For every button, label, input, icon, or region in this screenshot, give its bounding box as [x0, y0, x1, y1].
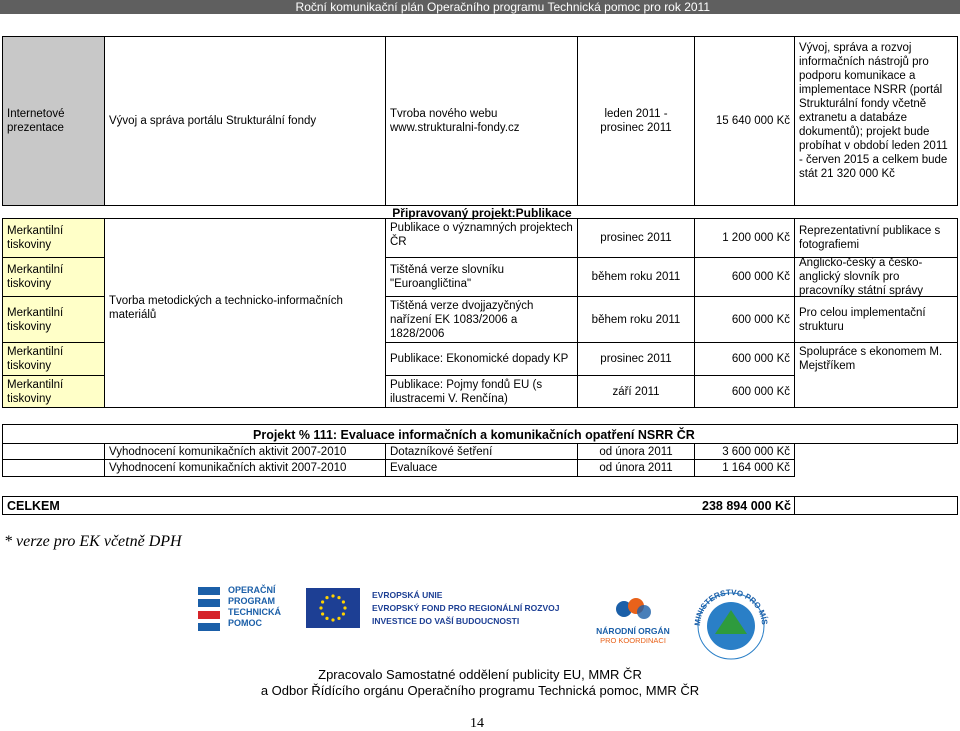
category-cell-m4	[2, 342, 105, 376]
amount-text: 1 164 000 Kč	[722, 462, 790, 474]
optp-line: POMOC	[228, 618, 263, 628]
eu-line: EVROPSKÁ UNIE	[372, 590, 443, 600]
tool-cell-m5	[385, 375, 578, 408]
eu-flag-icon	[306, 588, 360, 628]
project-tool-cell-1	[385, 443, 578, 460]
mmr-logo	[688, 582, 774, 662]
note-text: Vývoj, správa a rozvoj informačních nástrojů pro podporu komunikace a implementace NSRR (portál Strukturální fondy včetně extranetu a databáze dokumentů); projekt bude probíhat v období leden 2011 - červen 2015 a celkem bude stát 21 320 000 Kč	[799, 42, 948, 180]
category-cell-m3	[2, 296, 105, 343]
project-activity-cell-2	[104, 459, 386, 477]
amount-text: 1 200 000 Kč	[722, 232, 790, 244]
optp-line: PROGRAM	[228, 596, 275, 606]
optp-logo	[196, 583, 288, 635]
note-text: Anglicko-český a česko-anglický slovník pro pracovníky státní správy	[799, 257, 923, 297]
note-cell-m1	[794, 218, 958, 258]
amount-text: 600 000 Kč	[731, 385, 790, 398]
amount-text: 3 600 000 Kč	[722, 445, 790, 458]
tool-text: Publikace: Ekonomické dopady KP	[390, 353, 569, 365]
project-date-cell-1	[577, 443, 695, 460]
tool-text: Tvroba nového webu www.strukturalni-fondy.cz	[390, 108, 520, 134]
total-row	[2, 496, 958, 515]
category-cell-m5	[2, 375, 105, 408]
amount-text: 600 000 Kč	[731, 271, 790, 283]
note-text: Pro celou implementační strukturu	[799, 306, 926, 333]
project-amount-cell-2	[694, 459, 795, 477]
amount-cell-m4	[694, 342, 795, 376]
credits	[0, 667, 960, 699]
eu-line: EVROPSKÝ FOND PRO REGIONÁLNÍ ROZVOJ	[372, 603, 560, 613]
activity-text: Tvorba metodických a technicko-informačních materiálů	[109, 295, 343, 321]
project-activity-cell-1	[104, 443, 386, 460]
prepared-project-label: Připravovaný projekt:Publikace	[392, 206, 572, 220]
amount-text: 600 000 Kč	[731, 313, 790, 326]
credits-line: a Odbor Řídícího orgánu Operačního programu Technická pomoc, MMR ČR	[260, 683, 700, 698]
date-cell-m2	[577, 257, 695, 297]
date-text: prosinec 2011	[600, 353, 672, 365]
date-text: prosinec 2011	[600, 232, 672, 244]
date-cell-m4	[577, 342, 695, 376]
page-number: 14	[470, 716, 484, 731]
activity-cell-portal	[104, 36, 386, 206]
project-tool-cell-2	[385, 459, 578, 477]
category-text: Merkantilní tiskoviny	[7, 264, 64, 290]
amount-cell-m1	[694, 218, 795, 258]
note-cell-r1	[794, 36, 958, 206]
amount-text: 15 640 000 Kč	[715, 115, 790, 127]
tool-cell-m1	[385, 218, 578, 258]
page-header	[0, 0, 960, 14]
tool-text: Evaluace	[390, 462, 438, 474]
tool-cell-m2	[385, 257, 578, 297]
note-cell-m3	[794, 296, 958, 343]
date-text: od února 2011	[599, 445, 673, 458]
nok-line: PRO KOORDINACI	[600, 636, 666, 645]
tool-cell-m4	[385, 342, 578, 376]
total-amount: 238 894 000 Kč	[702, 499, 791, 513]
note-cell-m4	[794, 342, 958, 408]
project-title: Projekt % 111: Evaluace informačních a komunikačních opatření NSRR ČR	[253, 428, 695, 442]
category-text: Internetové prezentace	[7, 108, 65, 134]
date-text: během roku 2011	[591, 313, 681, 326]
mmr-emblem-icon	[688, 582, 774, 662]
nok-line: NÁRODNÍ ORGÁN	[596, 626, 670, 636]
activity-cell-methodic	[104, 218, 386, 408]
project-cat-cell-2	[2, 459, 105, 477]
category-cell-internet	[2, 36, 105, 206]
mmr-arc-text: MINISTERSTVO PRO MÍS	[692, 587, 770, 627]
amount-cell-r1	[694, 36, 795, 206]
optp-line: TECHNICKÁ	[228, 607, 281, 617]
category-cell-m2	[2, 257, 105, 297]
date-text: během roku 2011	[591, 271, 681, 283]
tool-cell-m3	[385, 296, 578, 343]
note-text: Reprezentativní publikace s fotografiemi	[799, 225, 941, 251]
project-title-row	[2, 424, 958, 444]
footnote: * verze pro EK včetně DPH	[4, 533, 182, 550]
nok-emblem-icon	[614, 596, 654, 622]
category-text: Merkantilní tiskoviny	[7, 378, 64, 405]
tool-text: Publikace o významných projektech ČR	[390, 222, 573, 248]
amount-cell-m2	[694, 257, 795, 297]
tool-cell-web	[385, 36, 578, 206]
amount-cell-m5	[694, 375, 795, 408]
amount-cell-m3	[694, 296, 795, 343]
activity-text: Vývoj a správa portálu Strukturální fondy	[109, 115, 317, 127]
tool-text: Tištěná verze dvojjazyčných nařízení EK 1083/2006 a 1828/2006	[390, 300, 534, 340]
date-cell-m3	[577, 296, 695, 343]
date-text: od února 2011	[599, 462, 673, 474]
amount-text: 600 000 Kč	[731, 353, 790, 365]
page-header-title: Roční komunikační plán Operačního programu Technická pomoc pro rok 2011	[295, 0, 710, 14]
total-label: CELKEM	[7, 498, 60, 513]
project-amount-cell-1	[694, 443, 795, 460]
tool-text: Tištěná verze slovníku "Euroangličtina"	[390, 264, 504, 290]
date-text: září 2011	[612, 385, 660, 398]
date-text: leden 2011 - prosinec 2011	[600, 108, 672, 134]
tool-text: Publikace: Pojmy fondů EU (s ilustracemi V. Renčína)	[390, 378, 543, 405]
note-text: Spolupráce s ekonomem M. Mejstříkem	[799, 346, 943, 372]
activity-text: Vyhodnocení komunikačních aktivit 2007-2010	[109, 462, 347, 474]
eu-logo	[306, 586, 560, 634]
category-cell-m1	[2, 218, 105, 258]
date-cell-r1	[577, 36, 695, 206]
tool-text: Dotazníkové šetření	[390, 445, 493, 458]
eu-line: INVESTICE DO VAŠÍ BUDOUCNOSTI	[372, 616, 520, 626]
optp-emblem-icon	[196, 583, 226, 635]
nok-logo	[590, 596, 676, 648]
note-cell-m2	[794, 257, 958, 297]
category-text: Merkantilní tiskoviny	[7, 346, 64, 372]
total-divider	[794, 496, 795, 515]
date-cell-m1	[577, 218, 695, 258]
project-date-cell-2	[577, 459, 695, 477]
optp-line: OPERAČNÍ	[228, 585, 276, 595]
credits-line: Zpracovalo Samostatné oddělení publicity EU, MMR ČR	[318, 667, 642, 682]
category-text: Merkantilní tiskoviny	[7, 225, 64, 251]
category-text: Merkantilní tiskoviny	[7, 306, 64, 333]
date-cell-m5	[577, 375, 695, 408]
activity-text: Vyhodnocení komunikačních aktivit 2007-2010	[109, 445, 347, 458]
project-cat-cell-1	[2, 443, 105, 460]
